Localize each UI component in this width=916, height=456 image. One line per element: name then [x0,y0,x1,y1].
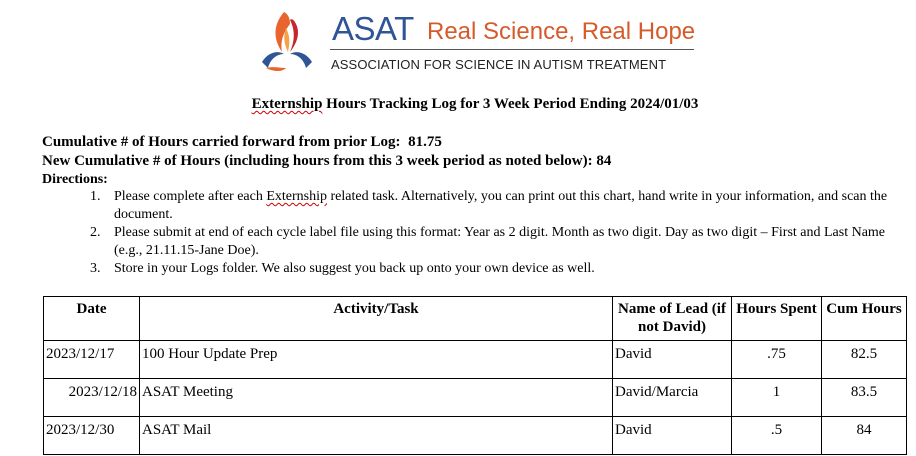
cell-lead: David [613,417,732,455]
table-row [44,341,907,379]
cell-cum: 82.5 [822,341,907,379]
cell-cum: 84 [822,417,907,455]
new-hours-label: New Cumulative # of Hours (including hours from this 3 week period as noted below): [42,153,593,169]
title-rest: Hours Tracking Log for 3 Week Period Ending 2024/01/03 [322,96,699,112]
cell-hours: .5 [732,417,822,455]
logo-subtitle: ASSOCIATION FOR SCIENCE IN AUTISM TREATMENT [331,57,667,72]
prior-hours-value: 81.75 [408,134,442,150]
cell-activity: 100 Hour Update Prep [140,341,613,379]
prior-hours-line [42,134,442,151]
cell-lead: David/Marcia [613,379,732,417]
header-lead: Name of Lead (if not David) [613,297,732,341]
cell-activity: ASAT Mail [140,417,613,455]
hours-log-table [43,296,907,455]
title-underlined-word: Externship [251,96,323,112]
cell-lead: David [613,341,732,379]
asat-logo [250,6,700,78]
directions-heading: Directions: [42,172,108,187]
page-title [0,96,916,113]
logo-rule [330,49,694,50]
table-row [44,379,907,417]
directions-list [90,188,904,278]
logo-name: ASAT [332,10,414,47]
prior-hours-label: Cumulative # of Hours carried forward from prior Log: [42,134,401,150]
cell-date: 2023/12/18 [44,379,140,417]
direction-item: 1. Please complete after each Externship related task. Alternatively, you can print out this chart, hand write in your information, and scan the document. [90,189,888,222]
table-header-row [44,297,907,341]
direction-item: 3. Store in your Logs folder. We also suggest you back up onto your own device as well. [90,261,595,276]
flame-icon [250,6,330,78]
new-hours-line [42,153,611,170]
logo-tagline: Real Science, Real Hope [427,18,696,45]
table-row [44,417,907,455]
cell-date: 2023/12/30 [44,417,140,455]
header-cum: Cum Hours [822,297,907,341]
new-hours-value: 84 [596,153,612,169]
cell-date: 2023/12/17 [44,341,140,379]
direction-item: 2. Please submit at end of each cycle label file using this format: Year as 2 digit. Month as two digit. Day as two digit – First and Last Name (e.g., 21.11.15-Jane Doe). [90,225,886,258]
header-date: Date [44,297,140,341]
cell-hours: 1 [732,379,822,417]
header-hours: Hours Spent [732,297,822,341]
cell-activity: ASAT Meeting [140,379,613,417]
cell-cum: 83.5 [822,379,907,417]
header-activity: Activity/Task [140,297,613,341]
cell-hours: .75 [732,341,822,379]
